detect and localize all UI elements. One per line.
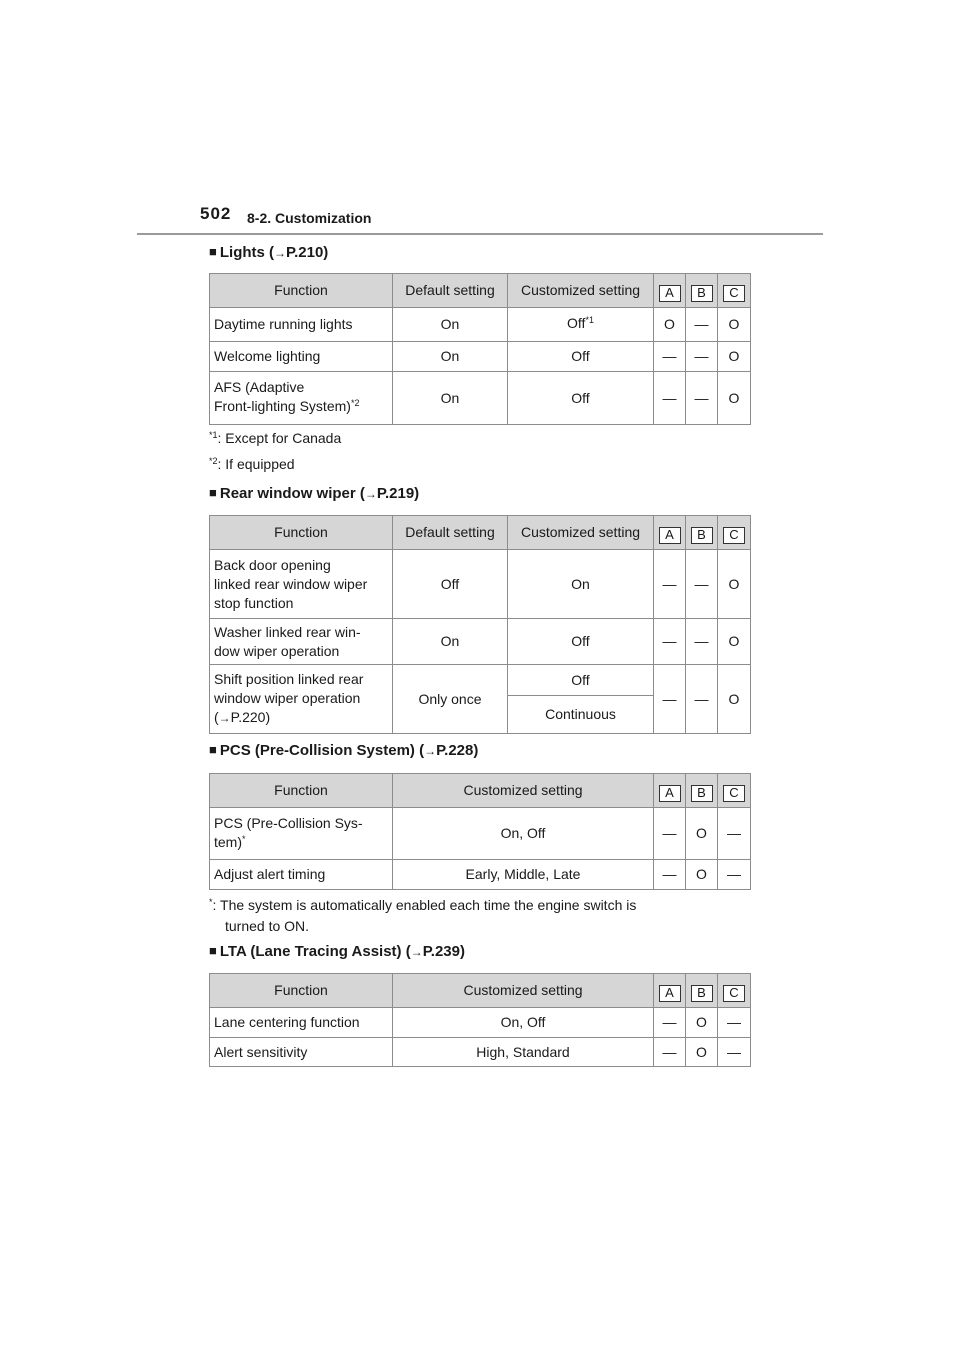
right-arrow-icon: → <box>424 744 437 758</box>
col-b-cell: — <box>686 619 718 665</box>
custom-cell: On <box>508 550 654 619</box>
col-a-cell: — <box>654 1008 686 1038</box>
column-header: Customized setting <box>393 774 654 808</box>
column-header: Function <box>210 774 393 808</box>
function-cell: Lane centering function <box>210 1008 393 1038</box>
table-row <box>210 665 751 696</box>
column-header: Customized setting <box>508 516 654 550</box>
table-row <box>210 1038 751 1067</box>
col-b-cell: O <box>686 1008 718 1038</box>
black-square-bullet-icon: ■ <box>209 485 217 500</box>
lta-table <box>209 973 751 1067</box>
letter-a-icon: A <box>659 527 681 544</box>
col-c-cell: — <box>718 808 751 860</box>
col-a-cell: — <box>654 619 686 665</box>
column-header: Function <box>210 516 393 550</box>
function-cell: Shift position linked rear window wiper operation (→P.220) <box>210 665 393 734</box>
custom-cell: High, Standard <box>393 1038 654 1067</box>
column-header: Function <box>210 274 393 308</box>
col-c-cell: O <box>718 550 751 619</box>
table-row <box>210 308 751 342</box>
table-row <box>210 342 751 372</box>
rear-wiper-table <box>209 515 751 734</box>
custom-cell: On, Off <box>393 808 654 860</box>
letter-a-icon: A <box>659 785 681 802</box>
col-b-cell: — <box>686 308 718 342</box>
column-header: Default setting <box>393 516 508 550</box>
column-header <box>654 974 686 1008</box>
col-c-cell: O <box>718 619 751 665</box>
col-c-cell: — <box>718 1038 751 1067</box>
default-cell: Only once <box>393 665 508 734</box>
shift-wiper-page-ref[interactable]: P.220) <box>230 709 271 725</box>
col-c-cell: O <box>718 372 751 425</box>
lights-page-ref[interactable]: P.210) <box>286 244 329 261</box>
footnote-mark: *1 <box>585 315 594 325</box>
footnote-mark: *2 <box>350 398 360 408</box>
function-cell: Back door opening linked rear window wiper stop function <box>210 550 393 619</box>
lights-heading: ■ Lights (→P.210) <box>209 244 329 261</box>
col-a-cell: — <box>654 665 686 734</box>
letter-c-icon: C <box>723 527 745 544</box>
footnote-pcs: *: The system is automatically enabled each time the engine switch is turned to ON. <box>209 897 637 934</box>
default-cell: On <box>393 372 508 425</box>
custom-cell: Off$^{*1}$ <box>508 308 654 342</box>
letter-c-icon: C <box>723 985 745 1002</box>
pcs-page-ref[interactable]: P.228) <box>436 742 479 759</box>
col-b-cell: O <box>686 808 718 860</box>
footnote-canada: $^{*1}$: Except for Canada <box>209 430 342 446</box>
col-b-cell: — <box>686 550 718 619</box>
col-a-cell: — <box>654 550 686 619</box>
lta-heading: ■ LTA (Lane Tracing Assist) (→P.239) <box>209 943 465 960</box>
table-header-row <box>210 774 751 808</box>
col-a-cell: — <box>654 860 686 890</box>
table-header-row <box>210 974 751 1008</box>
col-b-cell: O <box>686 860 718 890</box>
column-header <box>686 516 718 550</box>
footnote-equipped: $^{*2}$: If equipped <box>209 456 295 472</box>
letter-a-icon: A <box>659 985 681 1002</box>
table-row <box>210 1008 751 1038</box>
column-header: Customized setting <box>393 974 654 1008</box>
col-a-cell: — <box>654 342 686 372</box>
col-b-cell: O <box>686 1038 718 1067</box>
col-b-cell: — <box>686 342 718 372</box>
right-arrow-icon: → <box>364 487 377 501</box>
page-number: 502 <box>200 204 232 223</box>
col-c-cell: — <box>718 1008 751 1038</box>
column-header <box>686 974 718 1008</box>
custom-cell: Off <box>508 619 654 665</box>
default-cell: On <box>393 342 508 372</box>
function-cell: Washer linked rear win- dow wiper operation <box>210 619 393 665</box>
col-a-cell: — <box>654 1038 686 1067</box>
table-header-row <box>210 516 751 550</box>
col-a-cell: — <box>654 372 686 425</box>
function-cell: Adjust alert timing <box>210 860 393 890</box>
letter-b-icon: B <box>691 785 713 802</box>
pcs-table <box>209 773 751 890</box>
table-row <box>210 808 751 860</box>
footnote-mark: * <box>242 833 246 844</box>
table-row <box>210 372 751 425</box>
lta-page-ref[interactable]: P.239) <box>422 943 465 960</box>
col-a-cell: O <box>654 308 686 342</box>
column-header <box>718 974 751 1008</box>
function-cell: PCS (Pre-Collision Sys- tem)* <box>210 808 393 860</box>
col-c-cell: O <box>718 308 751 342</box>
function-cell: Welcome lighting <box>210 342 393 372</box>
column-header <box>654 516 686 550</box>
column-header <box>686 774 718 808</box>
default-cell: On <box>393 308 508 342</box>
custom-cell: Off <box>508 372 654 425</box>
column-header <box>718 516 751 550</box>
column-header: Function <box>210 974 393 1008</box>
table-header-row <box>210 274 751 308</box>
letter-b-icon: B <box>691 527 713 544</box>
function-cell: Daytime running lights <box>210 308 393 342</box>
col-c-cell: — <box>718 860 751 890</box>
col-c-cell: O <box>718 342 751 372</box>
table-row <box>210 619 751 665</box>
section-title: 8-2. Customization <box>247 210 372 226</box>
black-square-bullet-icon: ■ <box>209 244 217 259</box>
table-row <box>210 860 751 890</box>
default-cell: Off <box>393 550 508 619</box>
column-header <box>718 774 751 808</box>
rear-wiper-heading: ■ Rear window wiper (→P.219) <box>209 485 420 502</box>
lights-table <box>209 273 751 425</box>
col-a-cell: — <box>654 808 686 860</box>
column-header: Customized setting <box>508 274 654 308</box>
col-b-cell: — <box>686 665 718 734</box>
rear-wiper-page-ref[interactable]: P.219) <box>376 485 420 502</box>
letter-b-icon: B <box>691 985 713 1002</box>
column-header <box>718 274 751 308</box>
function-cell: AFS (Adaptive Front-lighting System)$^{*2}$ <box>210 372 393 425</box>
letter-c-icon: C <box>723 285 745 302</box>
right-arrow-icon: → <box>274 246 287 260</box>
custom-cell: Off <box>508 342 654 372</box>
letter-b-icon: B <box>691 285 713 302</box>
custom-cell: On, Off <box>393 1008 654 1038</box>
column-header <box>654 274 686 308</box>
custom-cell: Early, Middle, Late <box>393 860 654 890</box>
black-square-bullet-icon: ■ <box>209 742 217 757</box>
custom-cell: Continuous <box>508 696 654 734</box>
custom-cell: Off <box>508 665 654 696</box>
function-cell: Alert sensitivity <box>210 1038 393 1067</box>
table-row <box>210 550 751 619</box>
letter-a-icon: A <box>659 285 681 302</box>
letter-c-icon: C <box>723 785 745 802</box>
header-divider <box>137 233 823 235</box>
column-header <box>654 774 686 808</box>
black-square-bullet-icon: ■ <box>209 943 217 958</box>
column-header: Default setting <box>393 274 508 308</box>
default-cell: On <box>393 619 508 665</box>
right-arrow-icon: → <box>218 711 231 725</box>
col-c-cell: O <box>718 665 751 734</box>
col-b-cell: — <box>686 372 718 425</box>
column-header <box>686 274 718 308</box>
right-arrow-icon: → <box>410 945 423 959</box>
pcs-heading: ■ PCS (Pre-Collision System) (→P.228) <box>209 742 479 759</box>
